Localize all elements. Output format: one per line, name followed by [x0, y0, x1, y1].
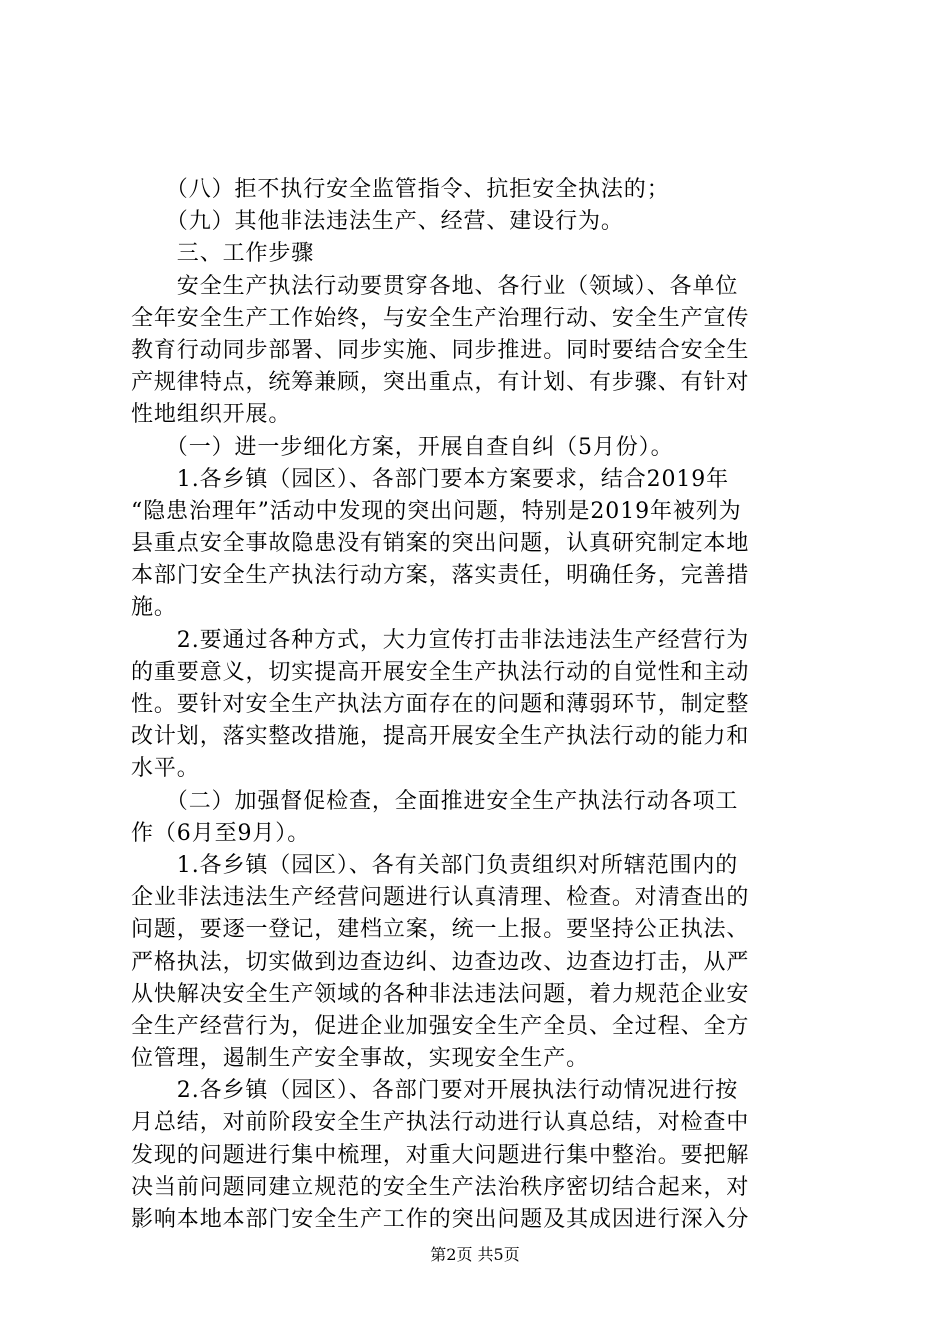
text-line: （九）其他非法违法生产、经营、建设行为。: [131, 209, 624, 235]
text-line: 施。: [131, 595, 177, 621]
text-line: 三、工作步骤: [131, 241, 315, 267]
text-line: 性地组织开展。: [131, 402, 292, 428]
text-line: 问题，要逐一登记，建档立案，统一上报。要坚持公正执法、: [131, 917, 750, 943]
text-line: 位管理，遏制生产安全事故，实现安全生产。: [131, 1046, 590, 1072]
text-line: 决当前问题同建立规范的安全生产法治秩序密切结合起来，对: [131, 1174, 750, 1200]
text-line: 产规律特点，统筹兼顾，突出重点，有计划、有步骤、有针对: [131, 370, 750, 396]
text-line: 县重点安全事故隐患没有销案的突出问题，认真研究制定本地: [131, 531, 750, 557]
text-line: 月总结，对前阶段安全生产执法行动进行认真总结，对检查中: [131, 1110, 750, 1136]
text-line: 2.要通过各种方式，大力宣传打击非法违法生产经营行为: [131, 627, 750, 653]
document-body: [131, 174, 821, 1236]
text-line: 1.各乡镇（园区）、各有关部门负责组织对所辖范围内的: [131, 852, 739, 878]
text-line: （八）拒不执行安全监管指令、抗拒安全执法的；: [131, 177, 670, 202]
text-line: 2.各乡镇（园区）、各部门要对开展执法行动情况进行按: [131, 1078, 739, 1104]
text-line: 水平。: [131, 756, 200, 782]
text-line: 从快解决安全生产领域的各种非法违法问题，着力规范企业安: [131, 981, 750, 1007]
text-line: 作（6月至9月）。: [131, 820, 311, 846]
text-line: 性。要针对安全生产执法方面存在的问题和薄弱环节，制定整: [131, 692, 750, 717]
text-line: （二）加强督促检查，全面推进安全生产执法行动各项工: [131, 788, 739, 814]
text-line: 影响本地本部门安全生产工作的突出问题及其成因进行深入分: [131, 1207, 750, 1232]
text-line: “隐患治理年”活动中发现的突出问题，特别是2019年被列为: [131, 498, 742, 524]
text-line: 本部门安全生产执法行动方案，落实责任，明确任务，完善措: [131, 563, 750, 589]
text-line: 教育行动同步部署、同步实施、同步推进。同时要结合安全生: [131, 337, 750, 363]
text-line: 1.各乡镇（园区）、各部门要本方案要求，结合2019年: [131, 466, 730, 492]
text-line: 企业非法违法生产经营问题进行认真清理、检查。对清查出的: [131, 885, 750, 911]
page-footer: 第2页 共5页: [430, 1245, 520, 1264]
text-line: 全生产经营行为，促进企业加强安全生产全员、全过程、全方: [131, 1013, 750, 1039]
text-line: （一）进一步细化方案，开展自查自纠（5月份）。: [131, 434, 674, 460]
text-line: 全年安全生产工作始终，与安全生产治理行动、安全生产宣传: [131, 305, 750, 331]
text-line: 严格执法，切实做到边查边纠、边查边改、边查边打击，从严: [131, 949, 750, 975]
text-line: 安全生产执法行动要贯穿各地、各行业（领域）、各单位: [131, 273, 739, 299]
text-line: 发现的问题进行集中梳理，对重大问题进行集中整治。要把解: [131, 1142, 750, 1168]
text-line: 的重要意义，切实提高开展安全生产执法行动的自觉性和主动: [131, 659, 750, 685]
text-line: 改计划，落实整改措施，提高开展安全生产执法行动的能力和: [131, 724, 750, 750]
